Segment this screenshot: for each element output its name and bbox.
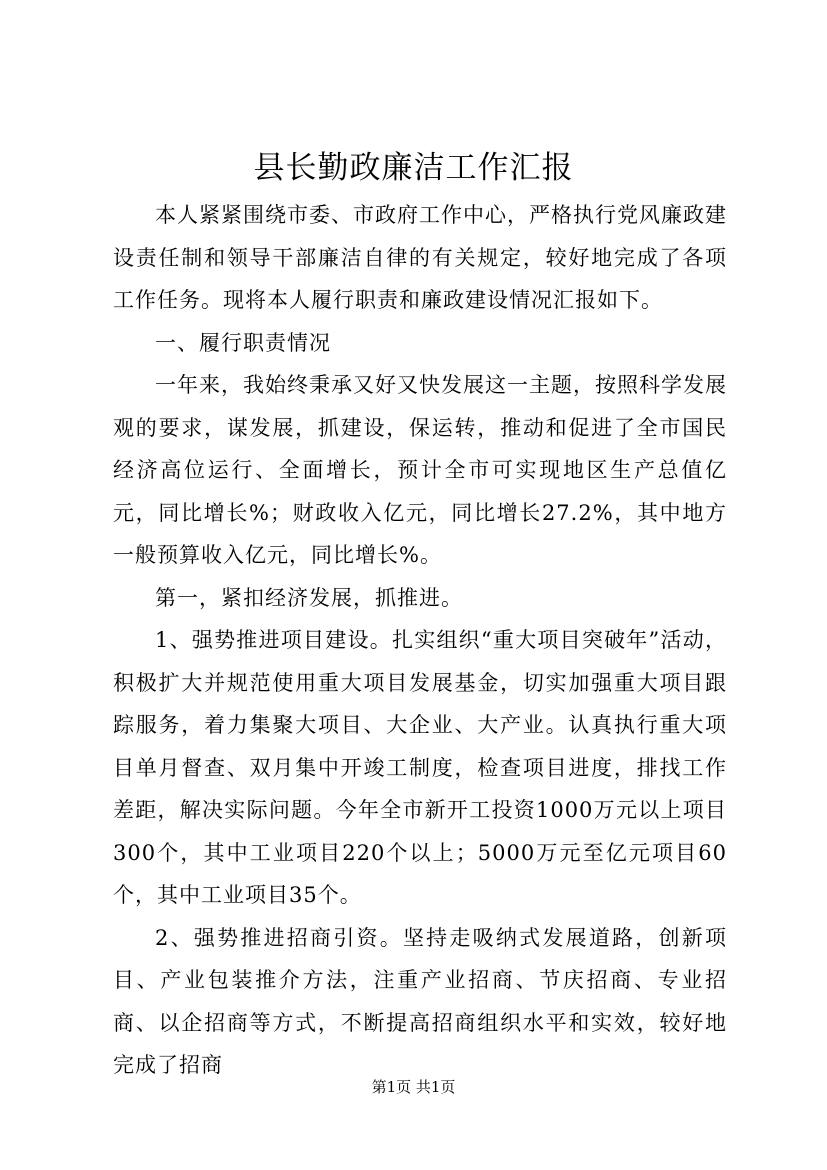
paragraph-intro: 本人紧紧围绕市委、市政府工作中心，严格执行党风廉政建设责任制和领导干部廉洁自律的有关规定，较好地完成了各项工作任务。现将本人履行职责和廉政建设情况汇报如下。 bbox=[113, 203, 727, 312]
paragraph-project-construction: 1、强势推进项目建设。扎实组织“重大项目突破年”活动，积极扩大并规范使用重大项目发展基金，切实加强重大项目跟踪服务，着力集聚大项目、大企业、大产业。认真执行重大项目单月督查、双月集中开竣工制度，检查项目进度，排找工作差距，解决实际问题。今年全市新开工投资1000万元以上项目300个，其中工业项目220个以上；5000万元至亿元项目60个，其中工业项目35个。 bbox=[113, 628, 727, 907]
document-title: 县长勤政廉洁工作汇报 bbox=[253, 150, 574, 186]
page-number-footer: 第1页 共1页 bbox=[371, 1078, 456, 1096]
paragraph-investment-attraction: 2、强势推进招商引资。坚持走吸纳式发展道路，创新项目、产业包装推介方法，注重产业招商、节庆招商、专业招商、以企招商等方式，不断提高招商组织水平和实效，较好地完成了招商 bbox=[113, 925, 727, 1077]
paragraph-economy-summary: 一年来，我始终秉承又好又快发展这一主题，按照科学发展观的要求，谋发展，抓建设，保运转，推动和促进了全市国民经济高位运行、全面增长，预计全市可实现地区生产总值亿元，同比增长%；财政收入亿元，同比增长27.2%，其中地方一般预算收入亿元，同比增长%。 bbox=[113, 373, 727, 567]
document-body bbox=[113, 194, 727, 1087]
section-heading-duties: 一、履行职责情况 bbox=[155, 330, 331, 355]
subheading-economic-development: 第一，紧扣经济发展，抓推进。 bbox=[155, 585, 463, 610]
